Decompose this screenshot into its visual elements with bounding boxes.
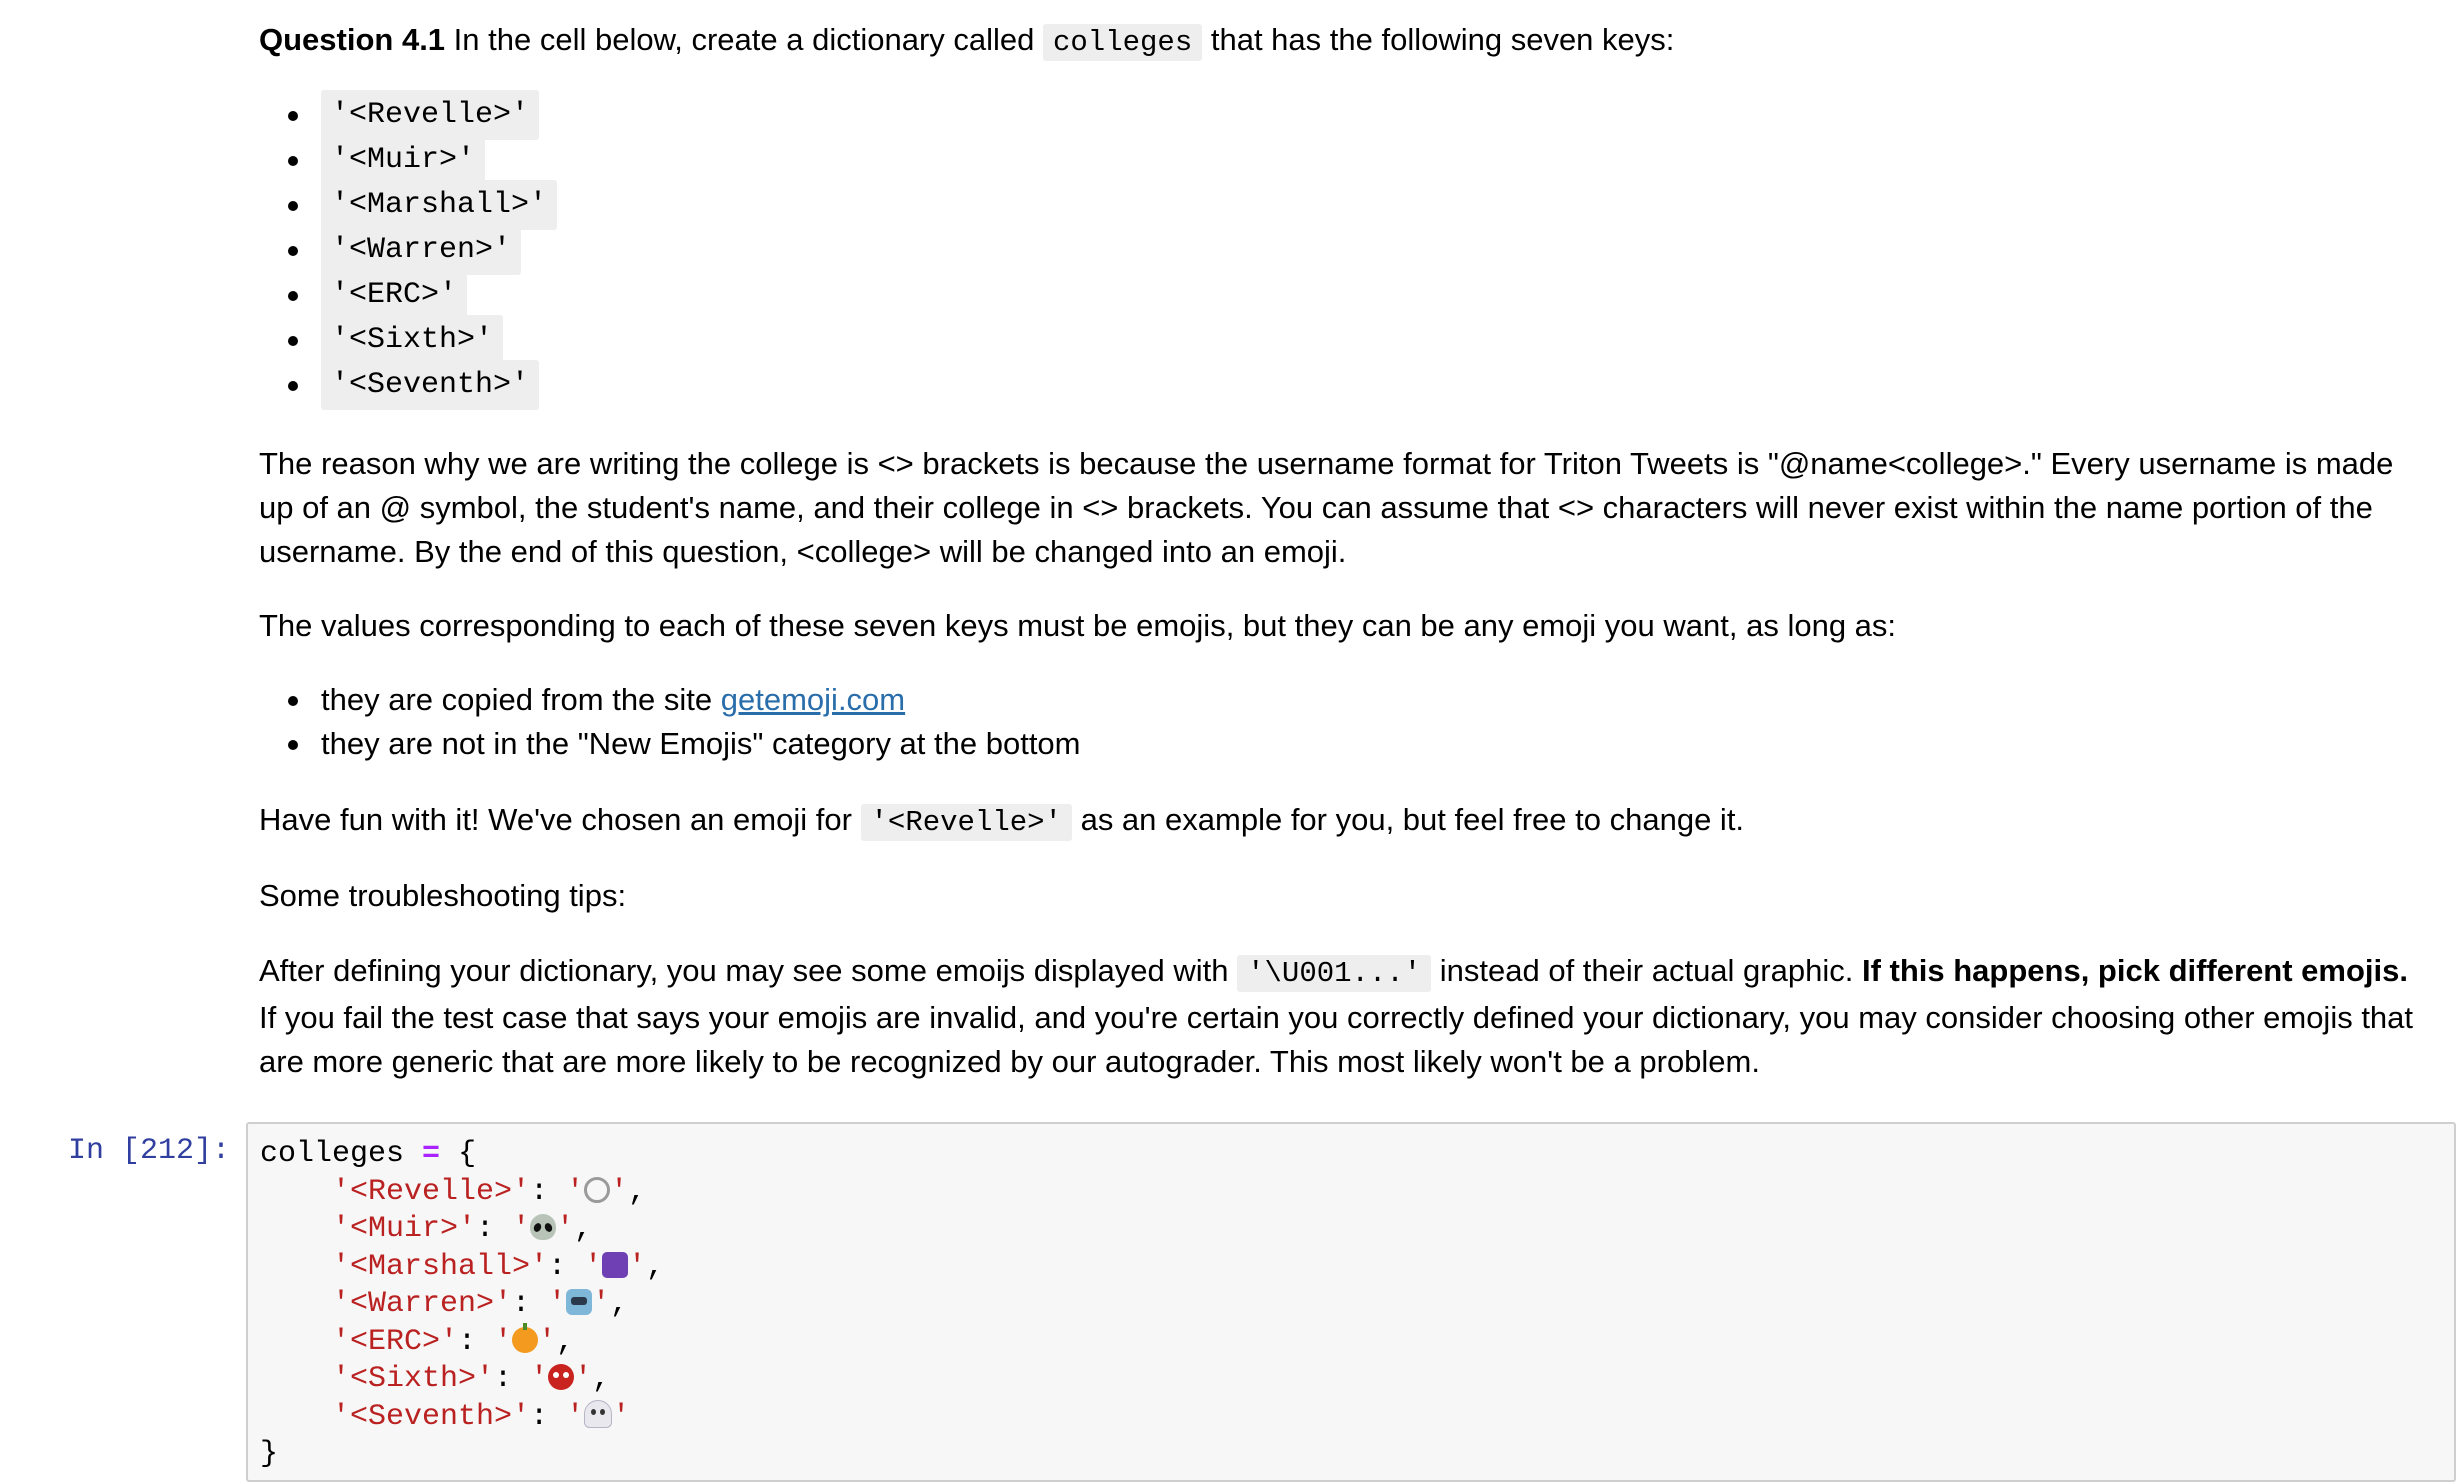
key-erc: '<ERC>' [321,270,467,320]
code-close-brace: } [260,1437,279,1471]
rule-not-new-text: they are not in the "New Emojis" category at the bottom [321,726,1081,761]
key-marshall: '<Marshall>' [321,180,557,230]
code-key: '<Seventh>' [332,1399,531,1434]
space-invader-icon [602,1252,628,1278]
code-block: colleges = { '<Revelle>': ' ', '<Muir>': ' ', '<Marshall>': ' ', '<Warren>': ' ', '<ERC>': ' ', '<Sixth>': ' ', '<Seventh>': ' ' } [260,1137,665,1471]
code-key: '<Warren>' [332,1287,513,1321]
reason-paragraph: The reason why we are writing the college is <> brackets is because the username format for Triton Tweets is "@name<college>." Every username is made up of an @ symbol, the student's name, and their college in <> brackets. You can assume that <> characters will never exist within the name portion of the username. By the end of this question, <college> will be changed into an emoji. [259,446,2394,569]
question-line [259,18,1674,65]
list-item [321,92,557,137]
key-seventh: '<Seventh>' [321,360,539,410]
question-text-end: that has the following seven keys: [1202,22,1675,57]
question-label: Question 4.1 [259,22,446,57]
list-item [321,227,557,272]
tips-paragraph [259,949,2424,1084]
code-open-brace: { [458,1137,477,1171]
list-item [321,182,557,227]
code-assign: = [422,1137,441,1171]
tips-text: After defining your dictionary, you may see some emoijs displayed with [259,953,1238,988]
ogre-icon [548,1364,574,1390]
keys-list [259,92,557,407]
tips-heading: Some troubleshooting tips: [259,878,627,913]
list-item [321,722,1081,766]
code-key: '<ERC>' [332,1324,459,1359]
revelle-code: '<Revelle>' [861,804,1072,841]
rules-list [259,678,1081,766]
code-var: colleges [260,1137,405,1171]
key-warren: '<Warren>' [321,225,521,275]
robot-icon [566,1289,592,1315]
code-key: '<Revelle>' [332,1174,531,1209]
list-item [321,317,557,362]
jack-o-lantern-icon [512,1327,538,1353]
fun-text-end: as an example for you, but feel free to change it. [1071,802,1745,837]
colleges-code: colleges [1043,24,1202,61]
unicode-code: '\U001...' [1237,955,1431,992]
code-cell-editor[interactable] [246,1122,2456,1482]
alien-icon [530,1214,556,1240]
tips-text-end: If you fail the test case that says your emojis are invalid, and you're certain you correctly defined your dictionary, you may consider choosing other emojis that are more generic that are more likely to be recognized by our autograder. This most likely won't be a problem. [259,1000,2414,1079]
fun-text: Have fun with it! We've chosen an emoji for [259,802,861,837]
key-sixth: '<Sixth>' [321,315,503,365]
list-item [321,678,1081,722]
list-item [321,272,557,317]
code-key: '<Sixth>' [332,1362,495,1396]
key-muir: '<Muir>' [321,135,485,185]
input-prompt: In [212]: [68,1134,231,1168]
tips-middle: instead of their actual graphic. [1431,953,1862,988]
ghost-icon [584,1400,612,1428]
code-key: '<Muir>' [332,1212,477,1246]
question-text: In the cell below, create a dictionary called [445,22,1043,57]
values-paragraph: The values corresponding to each of these seven keys must be emojis, but they can be any emoji you want, as long as: [259,608,1897,643]
list-item [321,362,557,407]
code-key: '<Marshall>' [332,1249,549,1284]
key-revelle: '<Revelle>' [321,90,539,140]
tips-bold: If this happens, pick different emojis. [1861,953,2408,988]
getemoji-link[interactable]: getemoji.com [720,682,906,717]
list-item [321,137,557,182]
rule-copied-text: they are copied from the site [321,682,721,717]
stethoscope-icon [584,1177,610,1203]
fun-paragraph [259,798,2424,845]
